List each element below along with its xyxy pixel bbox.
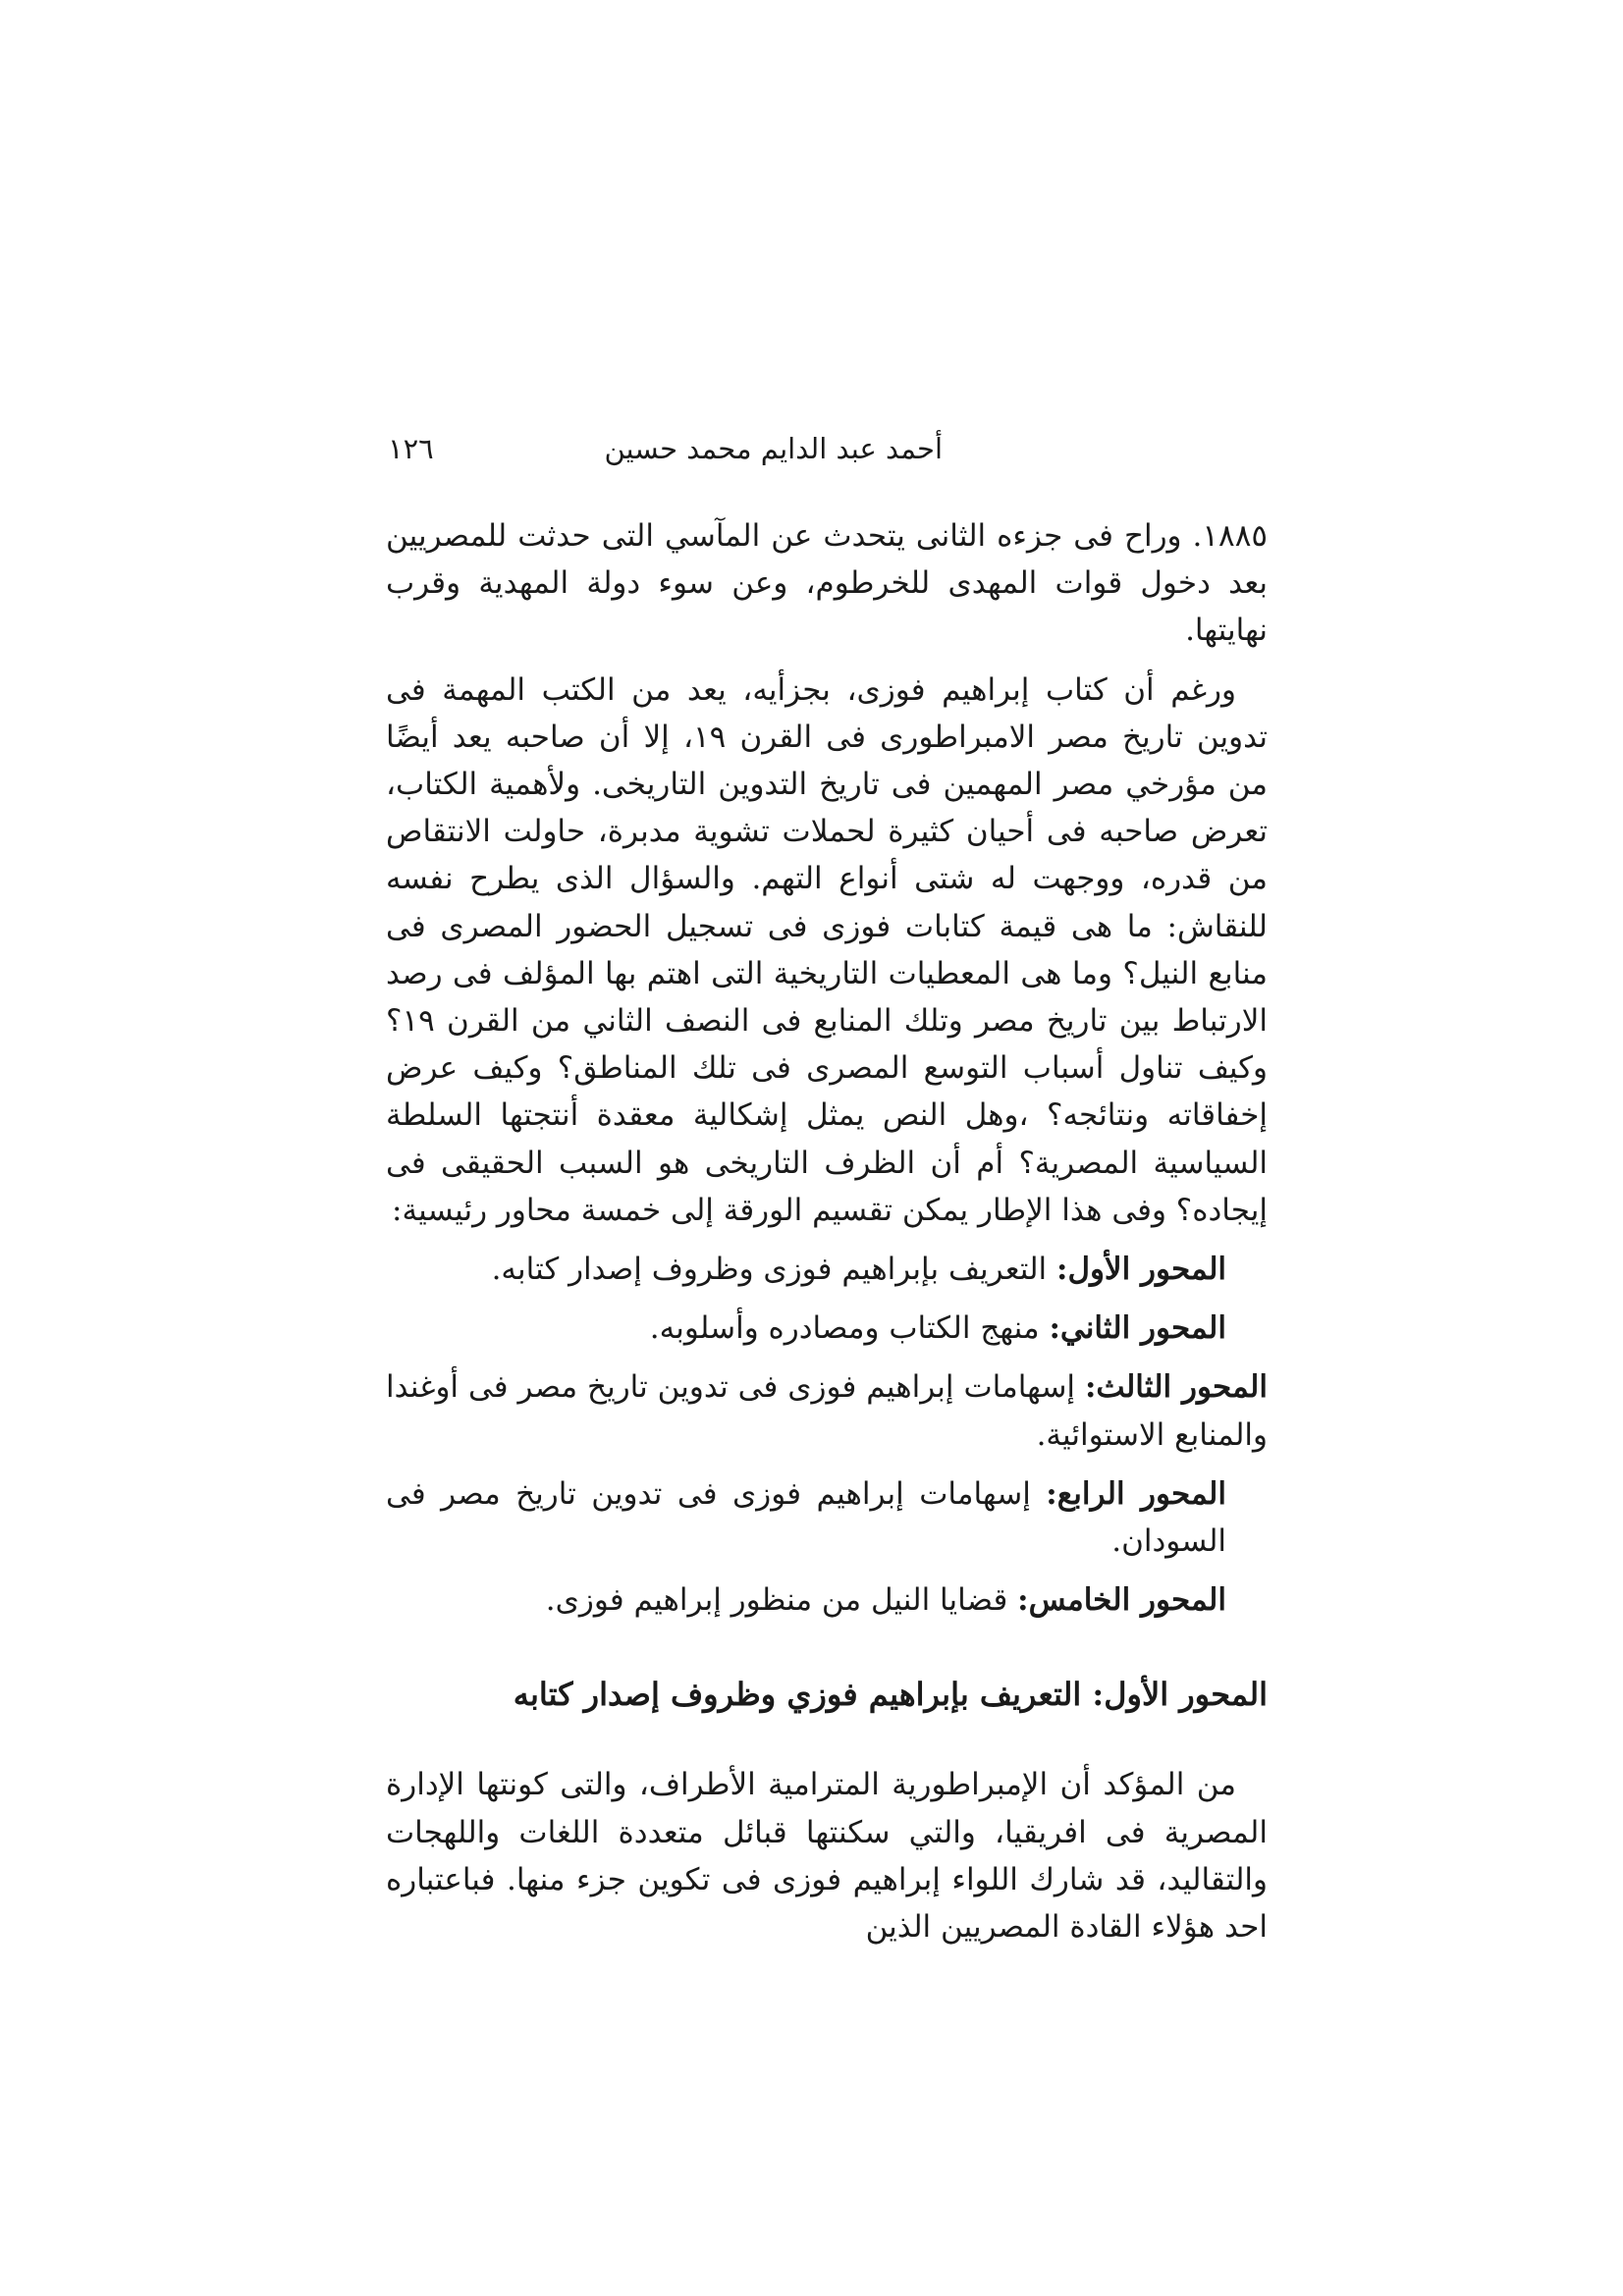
header-author: أحمد عبد الدايم محمد حسين: [604, 432, 943, 465]
paragraph-3: من المؤكد أن الإمبراطورية المترامية الأطراف، والتى كونتها الإدارة المصرية فى افريقيا، والتي سكنتها قبائل متعددة اللغات واللهجات والتقاليد، قد شارك اللواء إبراهيم فوزى فى تكوين جزء منها. فباعتباره احد هؤلاء القادة المصريين الذين: [386, 1767, 1268, 1946]
axis-label: المحور الثاني:: [1049, 1310, 1226, 1347]
axis-text: إسهامات إبراهيم فوزى فى تدوين تاريخ مصر فى أوغندا والمنابع الاستوائية.: [386, 1369, 1268, 1453]
spacer: [386, 1234, 1268, 1246]
spacer: [386, 1352, 1268, 1363]
spacer: [386, 1565, 1268, 1576]
spacer: [386, 1293, 1268, 1305]
axis-text: منهج الكتاب ومصادره وأسلوبه.: [649, 1310, 1050, 1347]
axis-text: التعريف بإبراهيم فوزى وظروف إصدار كتابه.: [491, 1252, 1056, 1288]
axis-item-1: [386, 1246, 1268, 1293]
paragraph-2: ورغم أن كتاب إبراهيم فوزى، بجزأيه، يعد من الكتب المهمة فى تدوين تاريخ مصر الامبراطورى فى القرن ١٩، إلا أن صاحبه يعد أيضًا من مؤرخي مصر المهمين فى تاريخ التدوين التاريخى. ولأهمية الكتاب، تعرض صاحبه فى أحيان كثيرة لحملات تشوية مدبرة، حاولت الانتقاص من قدره، ووجهت له شتى أنواع التهم. والسؤال الذى يطرح نفسه للنقاش: ما هى قيمة كتابات فوزى فى تسجيل الحضور المصرى فى منابع النيل؟ وما هى المعطيات التاريخية التى اهتم بها المؤلف فى رصد الارتباط بين تاريخ مصر وتلك المنابع فى النصف الثاني من القرن ١٩؟ وكيف تناول أسباب التوسع المصرى فى تلك المناطق؟ وكيف عرض إخفاقاته ونتائجه؟ ،وهل النص يمثل إشكالية معقدة أنتجتها السلطة السياسية المصرية؟ أم أن الظرف التاريخى هو السبب الحقيقى فى إيجاده؟ وفى هذا الإطار يمكن تقسيم الورقة إلى خمسة محاور رئيسية:: [386, 671, 1268, 1228]
running-header: [388, 432, 1267, 481]
axis-item-3: [386, 1363, 1268, 1458]
axis-item-4: [386, 1470, 1268, 1565]
axis-item-5: [386, 1576, 1268, 1624]
paragraph-1: ١٨٨٥. وراح فى جزءه الثانى يتحدث عن المآسي التى حدثت للمصريين بعد دخول قوات المهدى للخرطوم، وعن سوء دولة المهدية وقرب نهايتها.: [386, 518, 1268, 649]
spacer: [386, 655, 1268, 667]
page-number: ١٢٦: [388, 432, 434, 465]
spacer: [386, 1718, 1268, 1761]
axis-text: قضايا النيل من منظور إبراهيم فوزى.: [545, 1582, 1018, 1619]
spacer: [386, 1624, 1268, 1671]
axis-label: المحور الثالث:: [1084, 1369, 1268, 1406]
axis-label: المحور الأول:: [1056, 1252, 1226, 1288]
axis-text: إسهامات إبراهيم فوزى فى تدوين تاريخ مصر فى السودان.: [386, 1475, 1226, 1560]
section-heading: المحور الأول: التعريف بإبراهيم فوزي وظروف إصدار كتابه: [513, 1676, 1268, 1714]
axis-label: المحور الرابع:: [1046, 1475, 1226, 1512]
axis-label: المحور الخامس:: [1017, 1582, 1226, 1619]
body-text: [386, 512, 1268, 1950]
axis-item-2: [386, 1305, 1268, 1352]
spacer: [386, 1459, 1268, 1470]
